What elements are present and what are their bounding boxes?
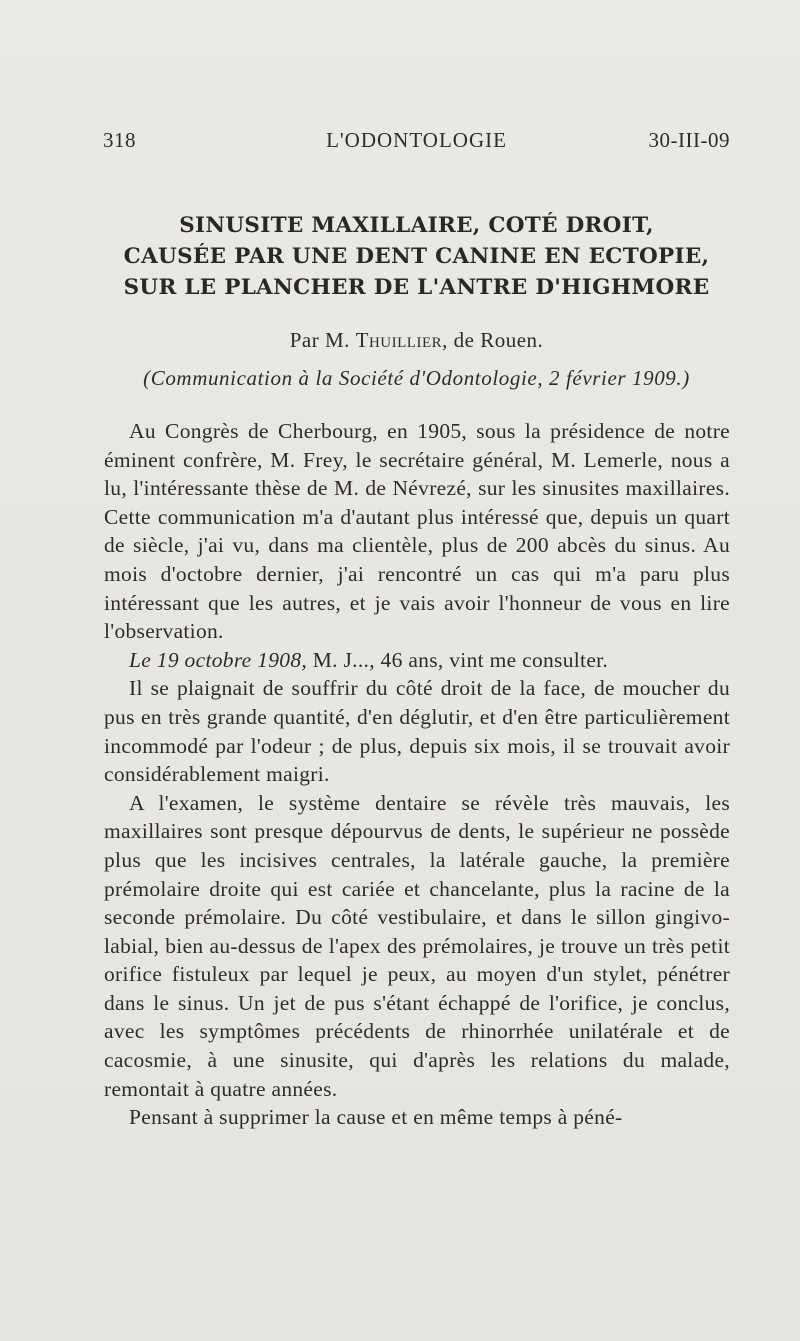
issue-date: 30-III-09 <box>648 128 730 152</box>
byline-suffix: , de Rouen. <box>442 328 544 352</box>
paragraph-text: Il se plaignait de souffrir du côté droit de la face, de moucher du pus en très grande quantité, d'en déglutir, et d'en être particulièrement incommodé par l'odeur ; de plus, depuis six mois, il se trouvait avoir considérablement maigri. <box>104 676 730 787</box>
byline-prefix: Par M. <box>289 328 356 352</box>
paragraph <box>104 646 730 675</box>
communication-note: (Communication à la Société d'Odontologie, 2 février 1909.) <box>143 366 690 390</box>
paragraph-text: Pensant à supprimer la cause et en même temps à péné- <box>129 1105 623 1130</box>
article-body <box>104 417 730 1132</box>
title-line: SUR LE PLANCHER DE L'ANTRE D'HIGHMORE <box>123 275 710 300</box>
byline <box>100 328 733 353</box>
title-line: SINUSITE MAXILLAIRE, COTÉ DROIT, <box>179 213 654 238</box>
running-head <box>103 128 730 158</box>
paragraph <box>104 789 730 1104</box>
paragraph-text: A l'examen, le système dentaire se révèle très mauvais, les maxillaires sont presque dépourvus de dents, le supérieur ne possède plus que les incisives centrales, la latérale gauche, la première prémolaire droite qui est cariée et chancelante, plus la racine de la seconde prémolaire. Du côté vestibulaire, et dans le sillon gingivo-labial, bien au-dessus de l'apex des prémolaires, je trouve un très petit orifice fistuleux par lequel je peux, au moyen d'un stylet, pénétrer dans le sinus. Un jet de pus s'étant échappé de l'orifice, je conclus, avec les symptômes précédents de rhinorrhée unilatérale et de cacosmie, à une sinusite, qui d'après les relations du malade, remontait à quatre années. <box>104 790 730 1101</box>
paragraph-italic: Le 19 octobre 1908, <box>129 647 308 672</box>
paragraph <box>104 1103 730 1132</box>
title-line: CAUSÉE PAR UNE DENT CANINE EN ECTOPIE, <box>123 244 710 269</box>
page-number: 318 <box>103 128 136 152</box>
author-name: Thuillier <box>355 328 443 352</box>
paragraph <box>104 417 730 646</box>
paragraph-text: M. J..., 46 ans, vint me consulter. <box>307 647 609 672</box>
paragraph-text: Au Congrès de Cherbourg, en 1905, sous la présidence de notre éminent confrère, M. Frey, le secrétaire général, M. Lemerle, nous a lu, l'intéressante thèse de M. de Névrezé, sur les sinusites maxillaires. Cette communication m'a d'autant plus intéressé que, depuis un quart de siècle, j'ai vu, dans ma clientèle, plus de 200 abcès du sinus. Au mois d'octobre dernier, j'ai rencontré un cas qui m'a paru plus intéressant que les autres, et je vais avoir l'honneur de vous en lire l'observation. <box>104 419 730 644</box>
article-title <box>100 210 733 303</box>
paragraph <box>104 674 730 788</box>
journal-title: L'ODONTOLOGIE <box>326 128 507 152</box>
